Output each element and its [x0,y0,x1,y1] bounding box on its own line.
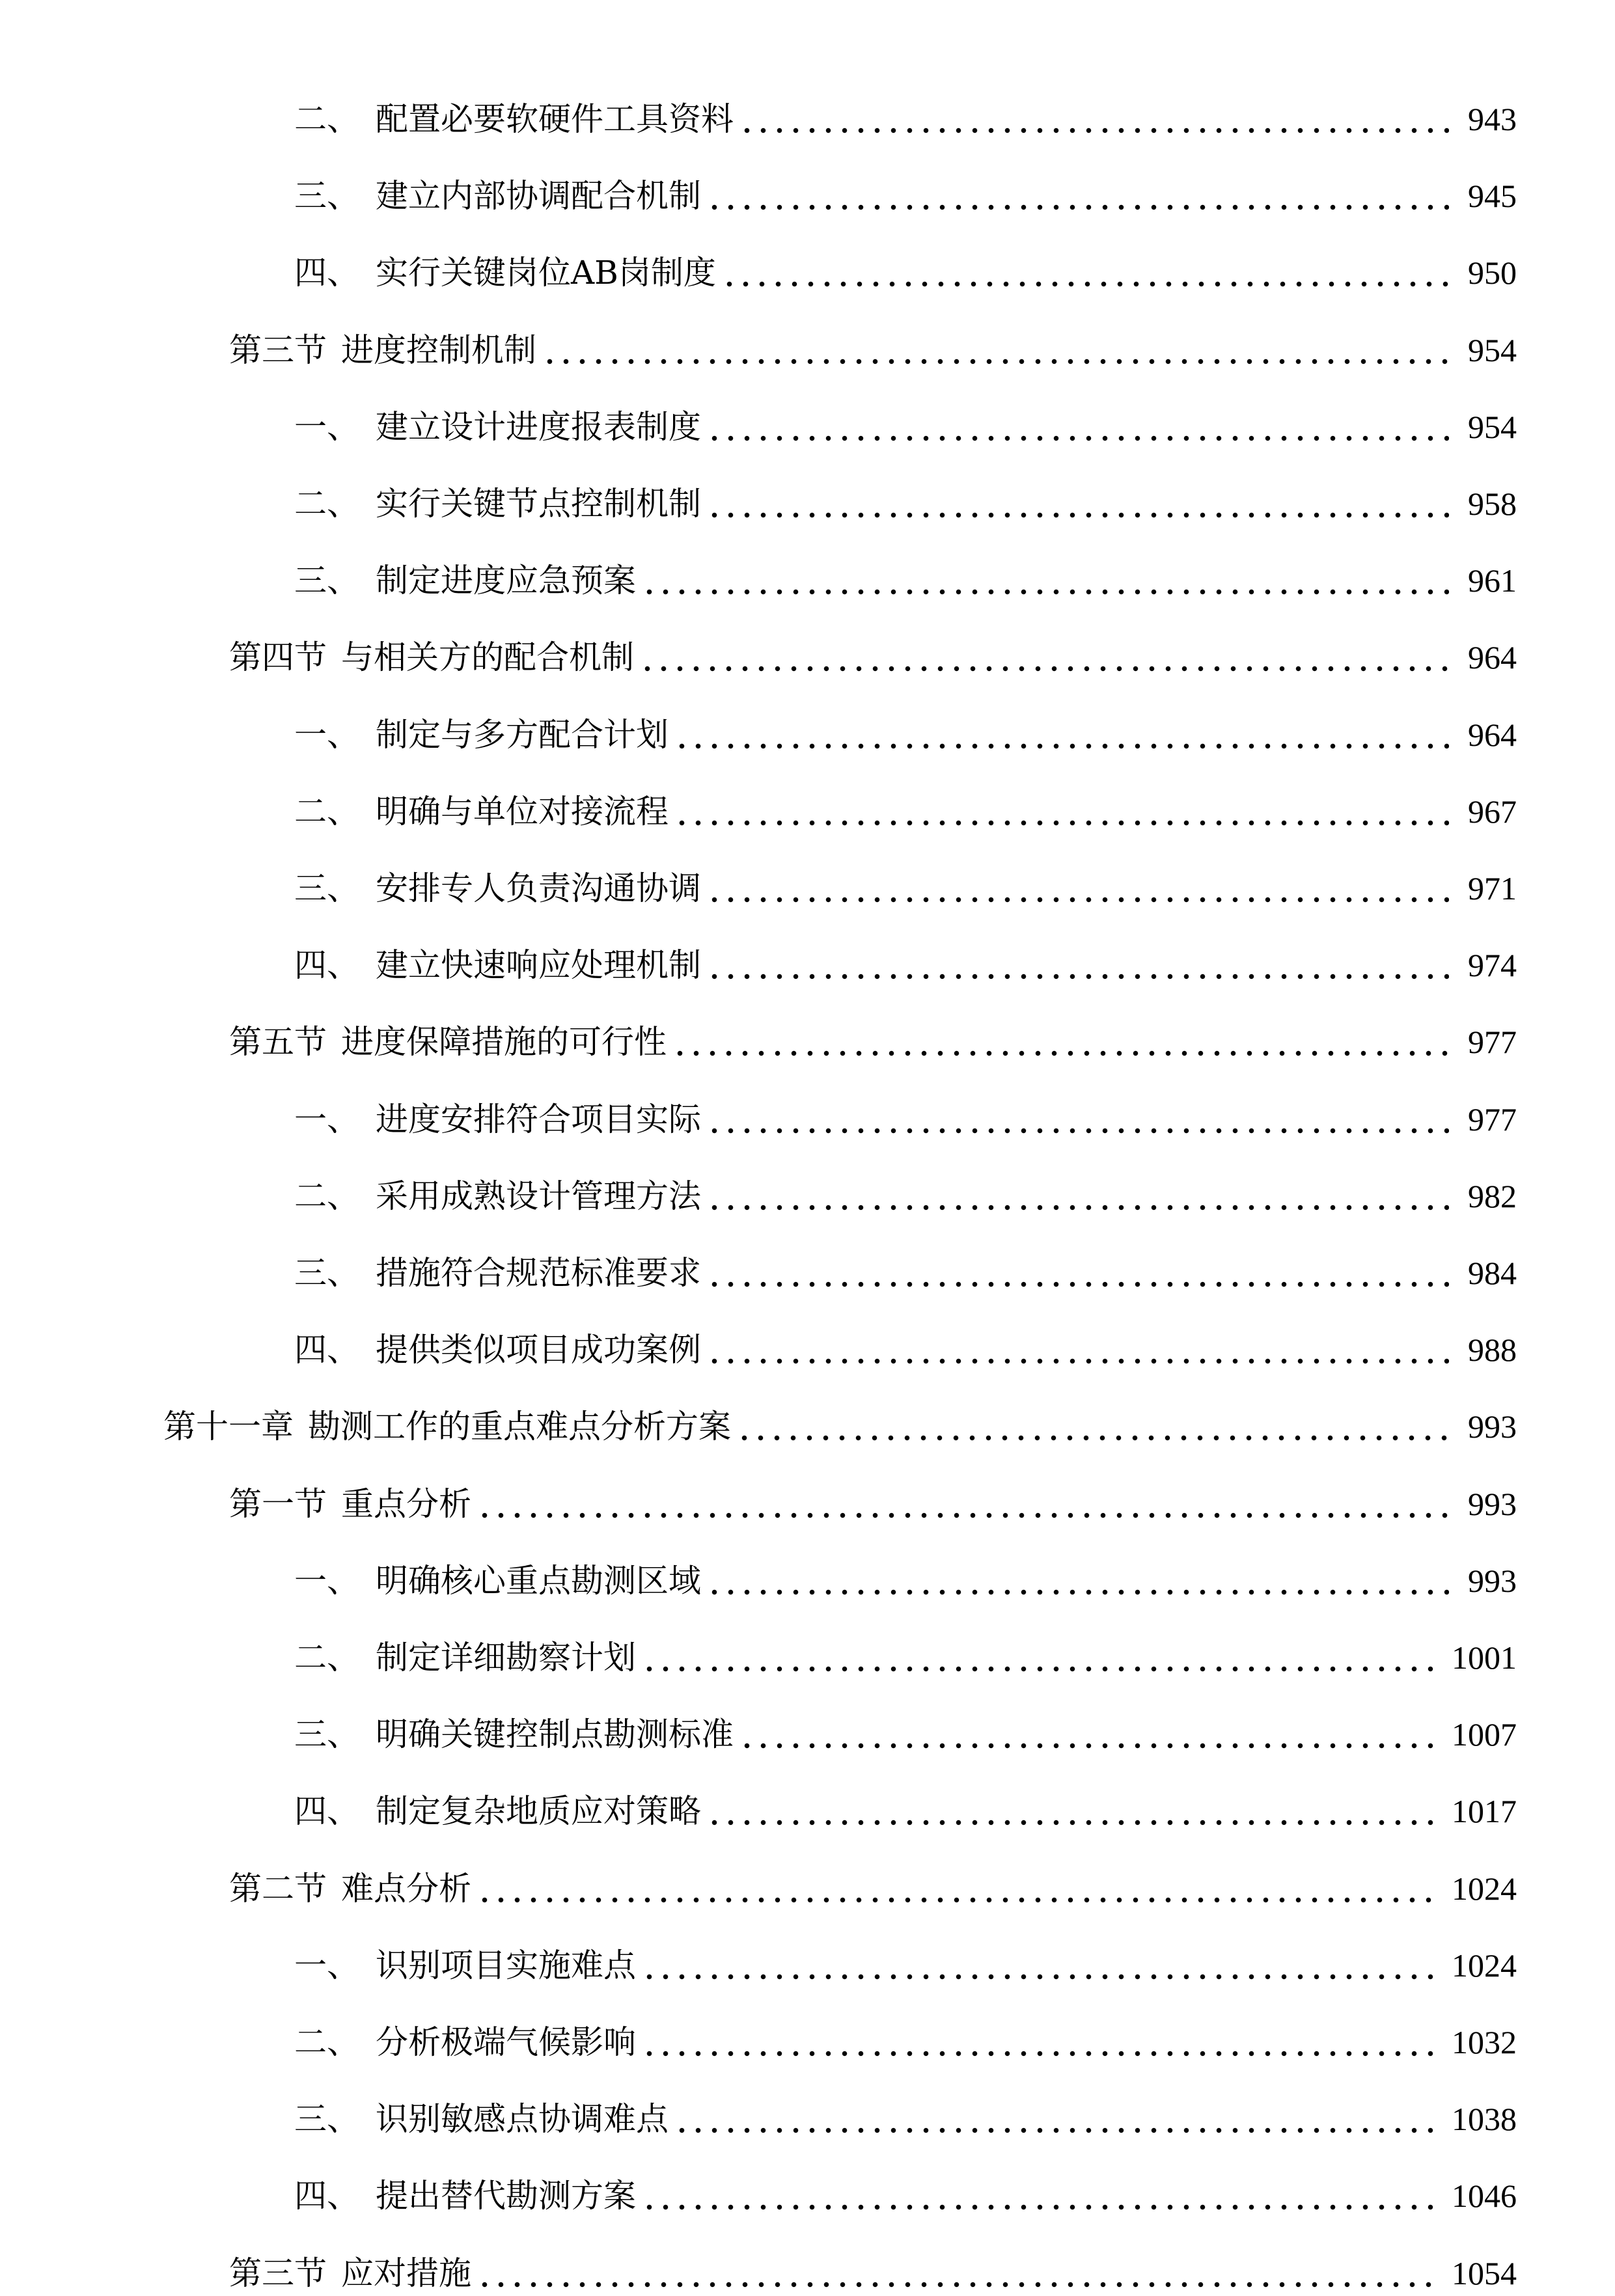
toc-entry-page-number: 984 [1468,1255,1517,1291]
toc-entry-page-number: 1007 [1452,1716,1517,1753]
toc-entry-title: 建立内部协调配合机制 [376,177,701,215]
toc-entry-page-number: 1001 [1452,1639,1517,1676]
toc-entry-page-number: 958 [1468,485,1517,522]
dot-leader [542,327,1449,373]
toc-entry-page-number: 954 [1468,408,1517,445]
dot-leader [641,1635,1436,1680]
toc-entry-title: 应对措施 [341,2254,471,2292]
toc-entry-item[interactable] [294,789,1517,834]
toc-entry-number: 三、 [294,1254,359,1292]
toc-entry-title: 明确与单位对接流程 [376,792,669,830]
toc-entry-page-number: 1046 [1452,2178,1517,2215]
toc-entry-title: 安排专人负责沟通协调 [376,869,701,907]
toc-entry-number: 第三节 [229,331,327,369]
toc-entry-item[interactable] [294,481,1517,526]
toc-entry-section[interactable] [229,635,1517,680]
toc-entry-item[interactable] [294,404,1517,450]
dot-leader [706,1788,1436,1834]
toc-entry-number: 一、 [294,1946,359,1984]
toc-entry-number: 三、 [294,1715,359,1754]
toc-entry-title: 勘测工作的重点难点分析方案 [308,1408,731,1446]
toc-entry-item[interactable] [294,173,1517,219]
dot-leader [706,404,1449,450]
toc-entry-item[interactable] [294,866,1517,911]
toc-entry-title: 制定复杂地质应对策略 [376,1792,701,1831]
dot-leader [739,1712,1436,1757]
toc-entry-title: 识别敏感点协调难点 [376,2100,669,2139]
toc-entry-item[interactable] [294,1558,1517,1604]
toc-entry-number: 四、 [294,1331,359,1369]
toc-entry-title: 制定进度应急预案 [376,562,636,600]
toc-entry-number: 三、 [294,177,359,215]
dot-leader [674,712,1449,758]
toc-entry-number: 四、 [294,946,359,985]
dot-leader [706,1097,1449,1142]
toc-entry-title: 明确核心重点勘测区域 [376,1561,701,1600]
toc-entry-page-number: 982 [1468,1177,1517,1214]
dot-leader [641,2019,1436,2065]
toc-entry-page-number: 954 [1468,331,1517,368]
toc-entry-page-number: 977 [1468,1100,1517,1138]
dot-leader [476,1481,1449,1527]
toc-entry-title: 进度保障措施的可行性 [341,1023,667,1061]
dot-leader [706,866,1449,911]
toc-entry-title: 采用成熟设计管理方法 [376,1177,701,1215]
toc-entry-page-number: 964 [1468,639,1517,676]
dot-leader [739,96,1449,142]
toc-entry-title: 制定与多方配合计划 [376,715,669,754]
toc-entry-title: 分析极端气候影响 [376,2023,636,2061]
toc-entry-number: 二、 [294,2023,359,2061]
toc-entry-number: 第三节 [229,2254,327,2292]
toc-entry-page-number: 993 [1468,1485,1517,1522]
toc-entry-item[interactable] [294,2173,1517,2219]
toc-entry-number: 第二节 [229,1869,327,1907]
toc-entry-title: 实行关键节点控制机制 [376,485,701,523]
toc-entry-number: 二、 [294,792,359,830]
toc-entry-title: 与相关方的配合机制 [341,638,634,677]
toc-entry-title: 建立快速响应处理机制 [376,946,701,985]
toc-entry-page-number: 993 [1468,1562,1517,1599]
toc-entry-title: 实行关键岗位AB岗制度 [376,254,716,292]
toc-entry-item[interactable] [294,1173,1517,1219]
dot-leader [706,1558,1449,1604]
toc-entry-item[interactable] [294,1327,1517,1373]
toc-entry-item[interactable] [294,1943,1517,1988]
toc-entry-section[interactable] [229,1019,1517,1065]
toc-entry-page-number: 964 [1468,716,1517,753]
toc-entry-item[interactable] [294,96,1517,142]
dot-leader [674,789,1449,834]
toc-entry-page-number: 950 [1468,254,1517,292]
dot-leader [721,250,1449,295]
dot-leader [674,2096,1436,2142]
toc-entry-item[interactable] [294,558,1517,603]
toc-entry-number: 二、 [294,1177,359,1215]
toc-entry-title: 难点分析 [341,1869,471,1907]
toc-entry-number: 二、 [294,100,359,138]
toc-entry-item[interactable] [294,1635,1517,1680]
toc-entry-page-number: 961 [1468,562,1517,599]
toc-entry-page-number: 993 [1468,1408,1517,1445]
toc-entry-title: 重点分析 [341,1484,471,1523]
dot-leader [672,1019,1449,1065]
toc-entry-item[interactable] [294,1097,1517,1142]
toc-entry-page-number: 1038 [1452,2101,1517,2138]
toc-entry-page-number: 974 [1468,947,1517,984]
toc-entry-number: 三、 [294,869,359,907]
toc-entry-page-number: 971 [1468,870,1517,907]
dot-leader [706,481,1449,526]
dot-leader [476,2250,1436,2296]
toc-entry-item[interactable] [294,2096,1517,2142]
toc-entry-number: 一、 [294,1100,359,1138]
toc-entry-number: 一、 [294,407,359,446]
toc-entry-number: 二、 [294,485,359,523]
toc-entry-title: 识别项目实施难点 [376,1946,636,1984]
toc-entry-item[interactable] [294,942,1517,988]
dot-leader [706,173,1449,219]
toc-entry-section[interactable] [229,1866,1517,1911]
toc-entry-title: 提出替代勘测方案 [376,2177,636,2215]
toc-entry-page-number: 1054 [1452,2254,1517,2291]
toc-entry-page-number: 1024 [1452,1947,1517,1984]
toc-entry-item[interactable] [294,712,1517,758]
toc-entry-number: 一、 [294,1561,359,1600]
toc-entry-number: 三、 [294,2100,359,2139]
dot-leader [736,1404,1449,1449]
dot-leader [706,1327,1449,1373]
toc-entry-title: 明确关键控制点勘测标准 [376,1715,734,1754]
toc-entry-page-number: 967 [1468,793,1517,830]
toc-entry-page-number: 943 [1468,101,1517,137]
toc-entry-page-number: 977 [1468,1024,1517,1061]
toc-entry-number: 第一节 [229,1484,327,1523]
toc-entry-chapter[interactable] [163,1404,1517,1449]
toc-entry-title: 进度控制机制 [341,331,536,369]
toc-entry-number: 四、 [294,2177,359,2215]
dot-leader [706,1173,1449,1219]
dot-leader [641,2173,1436,2219]
dot-leader [706,942,1449,988]
toc-entry-page-number: 1017 [1452,1793,1517,1830]
toc-entry-page-number: 988 [1468,1332,1517,1369]
toc-entry-page-number: 1032 [1452,2024,1517,2060]
toc-entry-section[interactable] [229,2250,1517,2296]
toc-entry-section[interactable] [229,327,1517,373]
toc-entry-section[interactable] [229,1481,1517,1527]
toc-entry-item[interactable] [294,2019,1517,2065]
dot-leader [476,1866,1436,1911]
toc-entry-number: 一、 [294,715,359,754]
toc-entry-number: 四、 [294,1792,359,1831]
toc-entry-page-number: 1024 [1452,1870,1517,1907]
toc-entry-number: 三、 [294,562,359,600]
toc-entry-item[interactable] [294,250,1517,295]
toc-entry-number: 第四节 [229,638,327,677]
dot-leader [706,1250,1449,1296]
toc-entry-number: 四、 [294,254,359,292]
toc-entry-title: 配置必要软硬件工具资料 [376,100,734,138]
toc-entry-title: 进度安排符合项目实际 [376,1100,701,1138]
toc-entry-title: 建立设计进度报表制度 [376,407,701,446]
toc-entry-page-number: 945 [1468,178,1517,215]
toc-entry-title: 措施符合规范标准要求 [376,1254,701,1292]
toc-entry-item[interactable] [294,1250,1517,1296]
toc-entry-title: 提供类似项目成功案例 [376,1331,701,1369]
toc-entry-item[interactable] [294,1712,1517,1757]
toc-entry-number: 第十一章 [163,1408,294,1446]
dot-leader [641,1943,1436,1988]
toc-entry-number: 第五节 [229,1023,327,1061]
toc-entry-number: 二、 [294,1639,359,1676]
dot-leader [641,558,1449,603]
dot-leader [639,635,1449,680]
toc-entry-title: 制定详细勘察计划 [376,1639,636,1676]
toc-entry-item[interactable] [294,1788,1517,1834]
